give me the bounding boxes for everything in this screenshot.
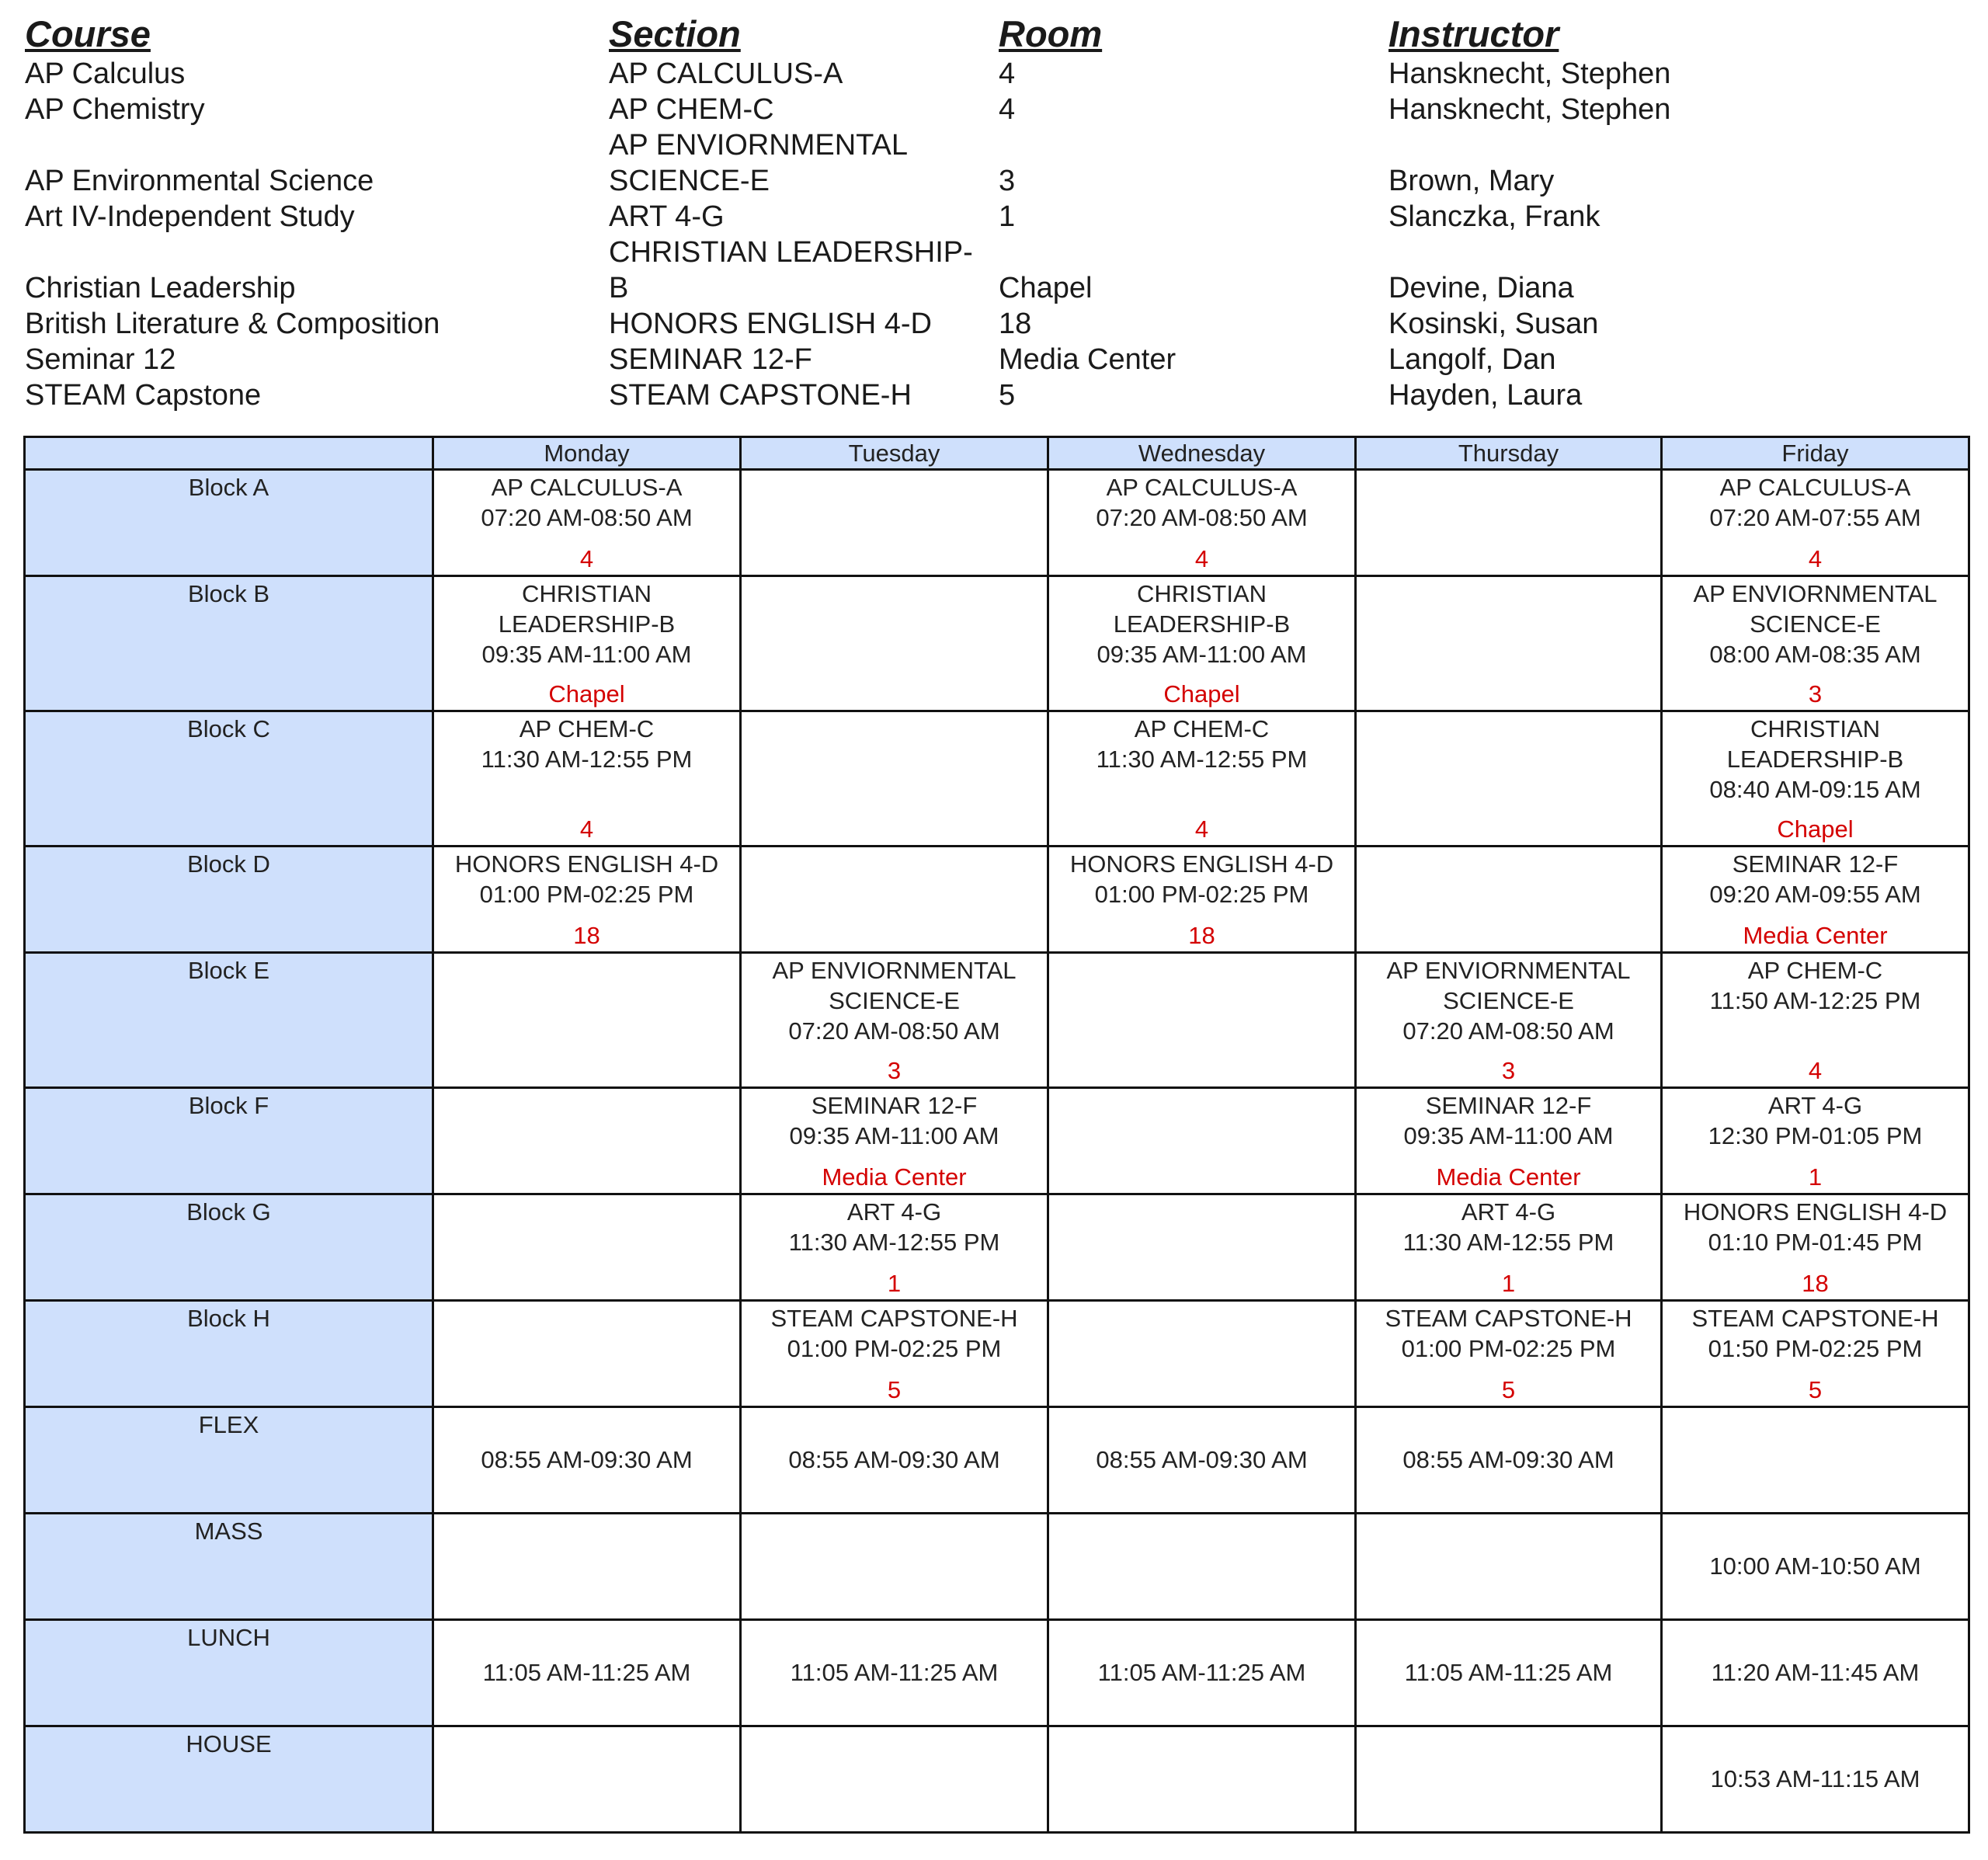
block-label: MASS (25, 1514, 433, 1620)
schedule-row (25, 953, 1969, 1088)
schedule-cell (433, 1514, 741, 1620)
corner-cell (25, 437, 433, 470)
schedule-cell (1662, 1726, 1969, 1833)
class-section: AP CHEM-C (1747, 957, 1883, 984)
class-room: 5 (887, 1376, 902, 1403)
schedule-cell (1662, 1620, 1969, 1726)
schedule-cell (1356, 1407, 1662, 1514)
schedule-cell (1048, 847, 1356, 953)
class-section: CHRISTIAN LEADERSHIP-B (1113, 580, 1291, 638)
class-entry (1663, 1302, 1968, 1404)
instructor-name: Devine, Diana (1388, 272, 1574, 304)
schedule-cell (433, 1301, 741, 1407)
class-entry (742, 1621, 1047, 1723)
class-section: ART 4-G (1767, 1092, 1863, 1119)
class-entry (1357, 1621, 1660, 1723)
schedule-row (25, 470, 1969, 576)
schedule-cell (1356, 953, 1662, 1088)
class-time: 01:50 PM-02:25 PM (1708, 1335, 1923, 1362)
course-name: AP Chemistry (25, 93, 205, 126)
class-entry (1357, 954, 1660, 1085)
class-room: 4 (579, 545, 594, 572)
day-header-monday: Monday (433, 437, 741, 470)
class-entry (1663, 1727, 1968, 1830)
class-time: 11:05 AM-11:25 AM (482, 1658, 691, 1686)
block-label: Block E (25, 953, 433, 1088)
section-name: HONORS ENGLISH 4-D (609, 308, 932, 340)
course-name: AP Environmental Science (25, 165, 374, 197)
section-name: ART 4-G (609, 200, 725, 233)
class-section: CHRISTIAN LEADERSHIP-B (498, 580, 676, 638)
day-header-thursday: Thursday (1356, 437, 1662, 470)
block-label: Block B (25, 576, 433, 711)
class-entry (1663, 712, 1968, 843)
class-entry (1049, 577, 1354, 708)
schedule-cell (1356, 1726, 1662, 1833)
class-time: 07:20 AM-07:55 AM (1709, 504, 1921, 531)
class-entry (1049, 1408, 1354, 1511)
section-name: CHRISTIAN LEADERSHIP-B (609, 236, 973, 304)
schedule-cell (1048, 1407, 1356, 1514)
course-list (25, 12, 1951, 413)
class-time: 01:10 PM-01:45 PM (1708, 1229, 1923, 1256)
section-header: Section (609, 13, 741, 54)
schedule-cell (741, 1407, 1048, 1514)
class-section: STEAM CAPSTONE-H (770, 1305, 1018, 1332)
class-section: SEMINAR 12-F (1425, 1092, 1592, 1119)
class-section: AP CALCULUS-A (1106, 474, 1298, 501)
course-list-row (25, 377, 1951, 413)
class-room: Media Center (1743, 922, 1888, 949)
schedule-cell (1662, 1301, 1969, 1407)
course-list-row (25, 56, 1951, 92)
class-time: 11:30 AM-12:55 PM (788, 1229, 1000, 1256)
class-room: Chapel (548, 680, 625, 707)
class-room: Chapel (1777, 815, 1854, 843)
class-room: 4 (579, 815, 594, 843)
class-entry (1049, 712, 1354, 843)
class-entry (434, 712, 739, 843)
instructor-name: Hansknecht, Stephen (1388, 93, 1671, 126)
schedule-cell (433, 1194, 741, 1301)
section-name: AP CALCULUS-A (609, 57, 843, 90)
class-entry (434, 471, 739, 573)
class-time: 11:30 AM-12:55 PM (1402, 1229, 1614, 1256)
class-time: 08:55 AM-09:30 AM (1096, 1445, 1308, 1473)
class-room: 5 (1808, 1376, 1823, 1403)
class-section: HONORS ENGLISH 4-D (1683, 1198, 1948, 1226)
class-time: 07:20 AM-08:50 AM (788, 1017, 1000, 1045)
schedule-cell (1662, 711, 1969, 847)
schedule-row (25, 1088, 1969, 1194)
block-label: Block A (25, 470, 433, 576)
block-label: Block C (25, 711, 433, 847)
course-name: STEAM Capstone (25, 379, 262, 412)
class-entry (742, 954, 1047, 1085)
class-room: Chapel (1163, 680, 1240, 707)
block-label: FLEX (25, 1407, 433, 1514)
block-label: Block G (25, 1194, 433, 1301)
class-room: 18 (573, 922, 600, 949)
schedule-cell (1356, 1088, 1662, 1194)
class-section: AP CHEM-C (1134, 715, 1270, 742)
schedule-cell (1662, 953, 1969, 1088)
schedule-row (25, 1194, 1969, 1301)
block-label: HOUSE (25, 1726, 433, 1833)
class-entry (742, 1089, 1047, 1191)
schedule-cell (1662, 470, 1969, 576)
room-number: 1 (999, 200, 1016, 233)
class-entry (1663, 471, 1968, 573)
class-time: 07:20 AM-08:50 AM (481, 504, 693, 531)
class-room: 1 (1808, 1163, 1823, 1191)
schedule-cell (1356, 1620, 1662, 1726)
class-time: 07:20 AM-08:50 AM (1402, 1017, 1614, 1045)
instructor-name: Kosinski, Susan (1388, 308, 1599, 340)
schedule-cell (1048, 953, 1356, 1088)
block-label: LUNCH (25, 1620, 433, 1726)
course-list-row (25, 127, 1951, 199)
class-section: ART 4-G (1461, 1198, 1556, 1226)
schedule-cell (1048, 1194, 1356, 1301)
class-room: 4 (1808, 1057, 1823, 1084)
schedule-cell (1662, 1407, 1969, 1514)
course-name: British Literature & Composition (25, 308, 440, 340)
course-list-row (25, 199, 1951, 235)
class-time: 09:35 AM-11:00 AM (1403, 1122, 1614, 1149)
class-time: 11:20 AM-11:45 AM (1711, 1658, 1920, 1686)
schedule-cell (1356, 1194, 1662, 1301)
class-time: 11:05 AM-11:25 AM (790, 1658, 999, 1686)
room-number: 5 (999, 379, 1016, 412)
schedule-cell (1356, 470, 1662, 576)
class-entry (742, 1302, 1047, 1404)
schedule-cell (1662, 576, 1969, 711)
class-time: 07:20 AM-08:50 AM (1096, 504, 1308, 531)
course-header: Course (25, 13, 151, 54)
schedule-cell (433, 1407, 741, 1514)
class-time: 08:00 AM-08:35 AM (1709, 641, 1921, 668)
schedule-cell (741, 1726, 1048, 1833)
schedule-cell (741, 576, 1048, 711)
section-name: STEAM CAPSTONE-H (609, 379, 912, 412)
schedule-cell (1356, 576, 1662, 711)
schedule-cell (1048, 1301, 1356, 1407)
class-section: ART 4-G (846, 1198, 942, 1226)
block-label: Block F (25, 1088, 433, 1194)
instructor-name: Slanczka, Frank (1388, 200, 1600, 233)
course-name: Christian Leadership (25, 272, 296, 304)
class-entry (434, 1408, 739, 1511)
room-header: Room (999, 13, 1103, 54)
course-list-row (25, 235, 1951, 306)
class-time: 01:00 PM-02:25 PM (787, 1335, 1002, 1362)
room-number: 4 (999, 57, 1016, 90)
schedule-cell (1048, 470, 1356, 576)
class-time: 09:35 AM-11:00 AM (1097, 641, 1307, 668)
day-header-friday: Friday (1662, 437, 1969, 470)
course-list-row (25, 92, 1951, 127)
class-section: STEAM CAPSTONE-H (1385, 1305, 1632, 1332)
class-entry (434, 1621, 739, 1723)
class-entry (434, 847, 739, 950)
schedule-row (25, 1407, 1969, 1514)
class-entry (1049, 1621, 1354, 1723)
class-entry (1663, 1195, 1968, 1298)
schedule-cell (741, 711, 1048, 847)
class-section: AP ENVIORNMENTAL SCIENCE-E (1386, 957, 1631, 1014)
section-name: AP ENVIORNMENTAL SCIENCE-E (609, 129, 907, 197)
course-list-row (25, 306, 1951, 342)
class-time: 11:50 AM-12:25 PM (1709, 987, 1921, 1014)
class-room: 3 (1808, 680, 1823, 707)
class-room: Media Center (1436, 1163, 1581, 1191)
class-section: AP CALCULUS-A (491, 474, 683, 501)
class-section: CHRISTIAN LEADERSHIP-B (1726, 715, 1904, 773)
class-time: 08:40 AM-09:15 AM (1709, 776, 1921, 803)
class-entry (1663, 1089, 1968, 1191)
class-entry (1357, 1408, 1660, 1511)
schedule-cell (433, 953, 741, 1088)
class-time: 12:30 PM-01:05 PM (1708, 1122, 1923, 1149)
block-label: Block D (25, 847, 433, 953)
section-name: AP CHEM-C (609, 93, 774, 126)
class-entry (1663, 1514, 1968, 1617)
class-time: 10:00 AM-10:50 AM (1709, 1552, 1921, 1580)
instructor-header: Instructor (1388, 13, 1559, 54)
day-header-row (25, 437, 1969, 470)
class-section: SEMINAR 12-F (1732, 850, 1899, 878)
schedule-cell (433, 576, 741, 711)
course-name: AP Calculus (25, 57, 186, 90)
schedule-cell (433, 1726, 741, 1833)
class-room: Media Center (822, 1163, 967, 1191)
schedule-row (25, 711, 1969, 847)
schedule-cell (741, 953, 1048, 1088)
class-section: AP ENVIORNMENTAL SCIENCE-E (772, 957, 1017, 1014)
class-room: 5 (1501, 1376, 1516, 1403)
room-number: 3 (999, 165, 1016, 197)
class-section: AP CHEM-C (519, 715, 655, 742)
room-number: 18 (999, 308, 1032, 340)
class-time: 08:55 AM-09:30 AM (481, 1445, 693, 1473)
room-number: Chapel (999, 272, 1093, 304)
schedule-row (25, 1620, 1969, 1726)
schedule-cell (1356, 1514, 1662, 1620)
class-room: 1 (1501, 1270, 1516, 1297)
schedule-cell (741, 1514, 1048, 1620)
schedule-cell (1356, 711, 1662, 847)
class-entry (1663, 1621, 1968, 1723)
class-time: 01:00 PM-02:25 PM (1094, 881, 1309, 908)
weekly-schedule-table (23, 436, 1970, 1834)
class-time: 09:20 AM-09:55 AM (1709, 881, 1921, 908)
class-room: 3 (887, 1057, 902, 1084)
class-time: 11:30 AM-12:55 PM (481, 746, 693, 773)
schedule-cell (1662, 1194, 1969, 1301)
schedule-cell (1662, 1514, 1969, 1620)
schedule-cell (1048, 711, 1356, 847)
schedule-cell (741, 1194, 1048, 1301)
class-entry (742, 1408, 1047, 1511)
instructor-name: Hayden, Laura (1388, 379, 1583, 412)
class-time: 11:30 AM-12:55 PM (1096, 746, 1308, 773)
schedule-row (25, 576, 1969, 711)
schedule-cell (741, 847, 1048, 953)
class-entry (1663, 954, 1968, 1085)
schedule-cell (433, 470, 741, 576)
schedule-cell (741, 1301, 1048, 1407)
schedule-cell (433, 847, 741, 953)
day-header-tuesday: Tuesday (741, 437, 1048, 470)
schedule-cell (1048, 576, 1356, 711)
schedule-cell (1662, 847, 1969, 953)
day-header-wednesday: Wednesday (1048, 437, 1356, 470)
class-time: 01:00 PM-02:25 PM (479, 881, 694, 908)
class-room: 1 (887, 1270, 902, 1297)
class-section: STEAM CAPSTONE-H (1691, 1305, 1939, 1332)
schedule-cell (1048, 1726, 1356, 1833)
course-name: Seminar 12 (25, 343, 176, 376)
schedule-cell (1356, 847, 1662, 953)
class-room: 3 (1501, 1057, 1516, 1084)
instructor-name: Hansknecht, Stephen (1388, 57, 1671, 90)
schedule-cell (1356, 1301, 1662, 1407)
schedule-row (25, 1726, 1969, 1833)
schedule-cell (741, 1620, 1048, 1726)
block-label: Block H (25, 1301, 433, 1407)
class-entry (1663, 577, 1968, 708)
class-room: 4 (1194, 815, 1209, 843)
class-time: 09:35 AM-11:00 AM (789, 1122, 999, 1149)
class-time: 09:35 AM-11:00 AM (481, 641, 692, 668)
schedule-cell (1048, 1620, 1356, 1726)
instructor-name: Langolf, Dan (1388, 343, 1556, 376)
schedule-cell (1662, 1088, 1969, 1194)
section-name: SEMINAR 12-F (609, 343, 812, 376)
class-section: AP ENVIORNMENTAL SCIENCE-E (1693, 580, 1938, 638)
class-time: 01:00 PM-02:25 PM (1401, 1335, 1616, 1362)
class-entry (1049, 847, 1354, 950)
room-number: 4 (999, 93, 1016, 126)
class-room: 4 (1808, 545, 1823, 572)
class-room: 18 (1802, 1270, 1829, 1297)
class-entry (434, 577, 739, 708)
class-entry (1049, 471, 1354, 573)
class-time: 08:55 AM-09:30 AM (1402, 1445, 1614, 1473)
schedule-row (25, 1514, 1969, 1620)
class-section: HONORS ENGLISH 4-D (1069, 850, 1334, 878)
class-section: AP CALCULUS-A (1719, 474, 1911, 501)
room-number: Media Center (999, 343, 1176, 376)
class-section: HONORS ENGLISH 4-D (454, 850, 719, 878)
schedule-row (25, 1301, 1969, 1407)
class-entry (1357, 1089, 1660, 1191)
schedule-cell (433, 1088, 741, 1194)
course-list-header (25, 12, 1951, 56)
instructor-name: Brown, Mary (1388, 165, 1555, 197)
schedule-cell (1048, 1088, 1356, 1194)
class-room: 18 (1188, 922, 1215, 949)
class-time: 10:53 AM-11:15 AM (1710, 1764, 1920, 1792)
class-time: 11:05 AM-11:25 AM (1097, 1658, 1306, 1686)
class-entry (1357, 1195, 1660, 1298)
course-list-row (25, 342, 1951, 377)
schedule-cell (433, 1620, 741, 1726)
schedule-row (25, 847, 1969, 953)
schedule-cell (433, 711, 741, 847)
schedule-cell (741, 1088, 1048, 1194)
class-entry (742, 1195, 1047, 1298)
class-entry (1663, 847, 1968, 950)
class-entry (1357, 1302, 1660, 1404)
class-section: SEMINAR 12-F (811, 1092, 978, 1119)
schedule-cell (1048, 1514, 1356, 1620)
class-room: 4 (1194, 545, 1209, 572)
class-time: 11:05 AM-11:25 AM (1404, 1658, 1613, 1686)
schedule-cell (741, 470, 1048, 576)
course-name: Art IV-Independent Study (25, 200, 355, 233)
class-time: 08:55 AM-09:30 AM (788, 1445, 1000, 1473)
